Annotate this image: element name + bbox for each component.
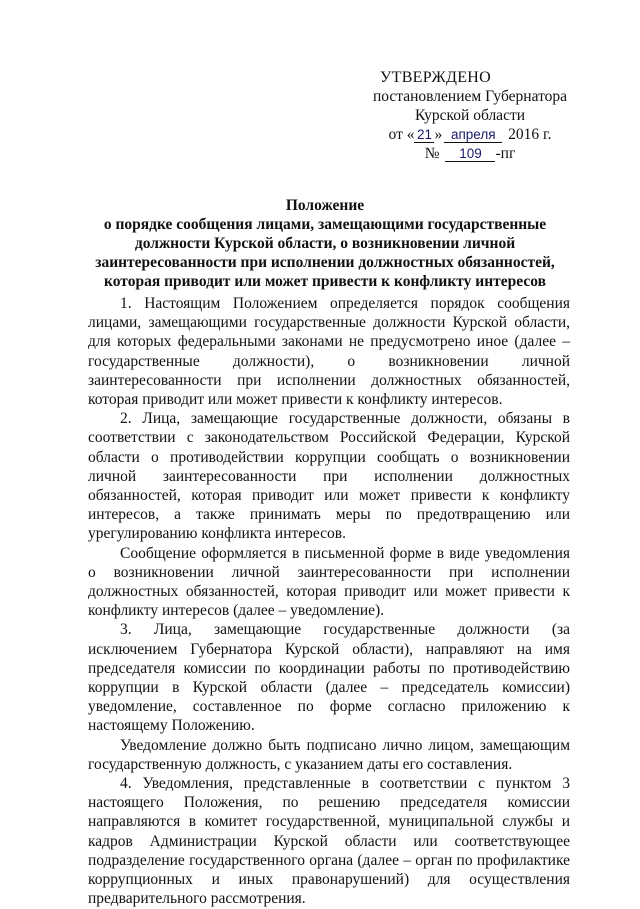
approval-number <box>350 144 590 163</box>
number-suffix: -пг <box>495 145 516 162</box>
heading-line-1: Положение <box>285 197 365 214</box>
document-body <box>88 294 570 909</box>
approval-date <box>350 125 590 144</box>
paragraph-5: Уведомление должно быть подписано лично лицом, замещающим государственную должность, с указанием даты его составления. <box>88 736 570 773</box>
heading-line-2: о порядке сообщения лицами, замещающими государственные <box>103 216 547 233</box>
date-year: 2016 г. <box>508 126 552 143</box>
paragraph-6: 4. Уведомления, представленные в соответствии с пунктом 3 настоящего Положения, по решению председателя комиссии направляются в комитет государственной, муниципальной службы и кадров Администрации Курской области или соответствующее подразделение государственного органа (далее – орган по профилактике коррупционных и иных правонарушений) для осуществления предварительного рассмотрения. <box>88 775 570 908</box>
approval-title: УТВЕРЖДЕНО <box>380 69 492 86</box>
number-sign: № <box>424 145 440 162</box>
heading-line-3: должности Курской области, о возникновении личной <box>134 235 516 252</box>
paragraph-4: 3. Лица, замещающие государственные должности (за исключением Губернатора Курской области), направляют на имя председателя комиссии по координации работы по противодействию коррупции в Курской области (далее – председатель комиссии) уведомление, составленное по форме согласно приложению к настоящему Положению. <box>88 621 570 735</box>
approval-line-region: Курской области <box>414 107 526 124</box>
approval-line-decree: постановлением Губернатора <box>372 88 568 105</box>
paragraph-2: 2. Лица, замещающие государственные должности, обязаны в соответствии с законодательством Российской Федерации, Курской области о противодействии коррупции сообщать о возникновении личной заинтересованности при исполнении должностных обязанностей, которая приводит или может привести к конфликту интересов, а также принимать меры по предотвращению или урегулированию конфликта интересов. <box>88 410 570 543</box>
heading-line-5: которая приводит или может привести к конфликту интересов <box>104 273 546 290</box>
paragraph-1: 1. Настоящим Положением определяется порядок сообщения лицами, замещающими государственные должности Курской области, для которых федеральными законами не предусмотрено иное (далее – государственные должности), о возникновении личной заинтересованности при исполнении должностных обязанностей, которая приводит или может привести к конфликту интересов. <box>88 295 570 409</box>
date-day-field: 21 <box>414 127 434 143</box>
heading-line-4: заинтересованности при исполнении должностных обязанностей, <box>95 254 555 271</box>
paragraph-3: Сообщение оформляется в письменной форме в виде уведомления о возникновении личной заинтересованности при исполнении должностных обязанностей, которая приводит или может привести к конфликту интересов (далее – уведомление). <box>88 544 570 620</box>
date-month-field: апреля <box>444 127 502 143</box>
number-field: 109 <box>445 146 495 162</box>
approval-stamp <box>350 68 590 163</box>
document-heading <box>90 196 560 291</box>
date-prefix: от « <box>388 126 415 143</box>
date-mid: » <box>434 126 443 143</box>
